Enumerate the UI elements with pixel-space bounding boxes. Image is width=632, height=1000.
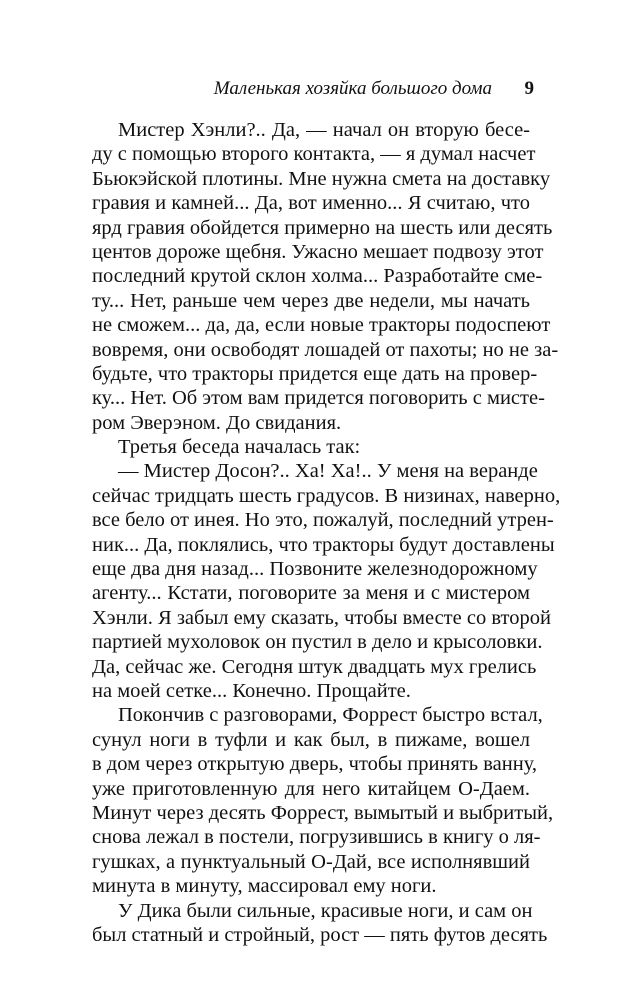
text-line: ром Эверэном. До свидания. xyxy=(92,411,342,434)
body-text xyxy=(92,118,561,947)
text-line: ду с помощью второго контакта, — я думал насчет xyxy=(92,143,536,166)
text-line: Бьюкэйской плотины. Мне нужна смета на доставку xyxy=(92,167,551,190)
text-line: ку... Нет. Об этом вам придется поговорить с мисте- xyxy=(92,387,545,410)
text-line: в дом через открытую дверь, чтобы принять ванну, xyxy=(92,753,538,776)
text-line: гравия и камней... Да, вот именно... Я считаю, что xyxy=(92,192,530,215)
text-line: на моей сетке... Конечно. Прощайте. xyxy=(92,679,411,702)
text-line: агенту... Кстати, поговорите за меня и с мистером xyxy=(92,582,530,605)
running-header-title: Маленькая хозяйка большого дома xyxy=(213,78,492,99)
running-header xyxy=(92,74,538,104)
text-line: минута в минуту, массировал ему ноги. xyxy=(92,875,437,898)
text-line: сейчас тридцать шесть градусов. В низинах, наверно, xyxy=(92,484,561,507)
text-line: сунул ноги в туфли и как был, в пижаме, вошел xyxy=(92,728,530,751)
text-line: вовремя, они освободят лошадей от пахоты; но не за- xyxy=(92,338,559,361)
text-line: центов дороже щебня. Ужасно мешает подвозу этот xyxy=(92,240,544,263)
text-line: снова лежал в постели, погрузившись в книгу о ля- xyxy=(92,826,541,849)
text-line: уже приготовленную для него китайцем О-Даем. xyxy=(92,777,530,800)
page-number: 9 xyxy=(524,78,534,99)
text-line: ту... Нет, раньше чем через две недели, мы начать xyxy=(92,289,530,312)
text-line: ник... Да, поклялись, что тракторы будут доставлены xyxy=(92,533,555,556)
text-line: гушках, а пунктуальный О-Дай, все исполнявший xyxy=(92,850,530,873)
text-line: последний крутой склон холма... Разработайте сме- xyxy=(92,265,543,288)
text-line: был статный и стройный, рост — пять футов десять xyxy=(92,923,548,946)
text-line: будьте, что тракторы придется еще дать на провер- xyxy=(92,362,538,385)
text-line: не сможем... да, да, если новые тракторы подоспеют xyxy=(92,314,551,337)
text-line: Минут через десять Форрест, вымытый и выбритый, xyxy=(92,801,554,824)
text-line: Третья беседа началась так: xyxy=(118,436,361,459)
text-line: все бело от инея. Но это, пожалуй, последний утрен- xyxy=(92,509,554,532)
text-line: еще два дня назад... Позвоните железнодорожному xyxy=(92,558,538,581)
text-line: партией мухоловок он пустил в дело и крысоловки. xyxy=(92,631,543,654)
text-line: — Мистер Досон?.. Ха! Ха!.. У меня на веранде xyxy=(118,460,538,483)
text-line: Хэнли. Я забыл ему сказать, чтобы вместе со второй xyxy=(92,606,551,629)
text-line: Мистер Хэнли?.. Да, — начал он вторую бесе- xyxy=(118,119,530,141)
text-line: ярд гравия обойдется примерно на шесть или десять xyxy=(92,216,553,239)
text-line: У Дика были сильные, красивые ноги, и сам он xyxy=(118,899,533,922)
text-line: Да, сейчас же. Сегодня штук двадцать мух грелись xyxy=(92,655,537,678)
text-line: Покончив с разговорами, Форрест быстро встал, xyxy=(118,704,543,727)
